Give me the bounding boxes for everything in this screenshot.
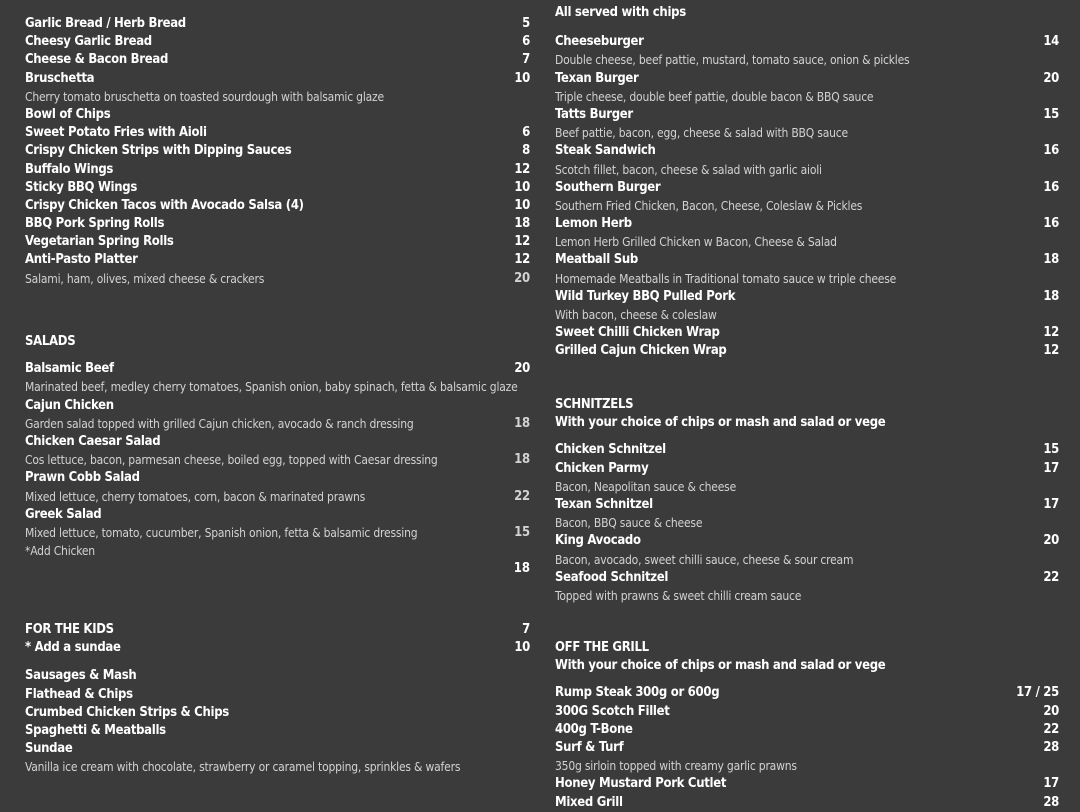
item-name: Crumbed Chicken Strips & Chips bbox=[25, 704, 229, 720]
item-price: 22 bbox=[1043, 721, 1059, 737]
item-name: Vegetarian Spring Rolls bbox=[25, 234, 174, 250]
menu-item-row bbox=[555, 324, 1059, 342]
item-price: 12 bbox=[514, 252, 530, 268]
item-description: Bacon, BBQ sauce & cheese bbox=[555, 516, 703, 531]
item-name: Balsamic Beef bbox=[25, 361, 114, 377]
item-description-row bbox=[555, 161, 1059, 179]
item-name: King Avocado bbox=[555, 533, 641, 549]
item-description: Garden salad topped with grilled Cajun chicken, avocado & ranch dressing bbox=[25, 416, 414, 431]
salads-section bbox=[25, 333, 530, 578]
menu-item-row bbox=[25, 215, 530, 233]
item-name: Lemon Herb bbox=[555, 216, 632, 232]
grill-section bbox=[555, 639, 1059, 812]
menu-item-row bbox=[555, 460, 1059, 478]
item-price: 22 bbox=[1043, 569, 1059, 585]
menu-item-row bbox=[555, 179, 1059, 197]
item-price: 17 bbox=[1043, 460, 1059, 476]
item-price: 10 bbox=[514, 70, 530, 86]
item-price: 14 bbox=[1043, 34, 1059, 50]
item-name: Buffalo Wings bbox=[25, 161, 114, 177]
menu-item-row bbox=[555, 496, 1059, 514]
item-description-row bbox=[555, 306, 1059, 324]
menu-item-row bbox=[25, 179, 530, 197]
item-price: 10 bbox=[514, 179, 530, 195]
item-price: 18 bbox=[514, 452, 530, 468]
item-description-row bbox=[555, 270, 1059, 288]
item-price: 15 bbox=[1043, 442, 1059, 458]
item-name: BBQ Pork Spring Rolls bbox=[25, 216, 165, 232]
item-name: Sausages & Mash bbox=[25, 668, 137, 684]
item-name: Grilled Cajun Chicken Wrap bbox=[555, 343, 727, 359]
item-name: Chicken Caesar Salad bbox=[25, 433, 161, 449]
item-price: 20 bbox=[1043, 703, 1059, 719]
item-price: 6 bbox=[522, 125, 530, 141]
menu-item-row bbox=[555, 532, 1059, 550]
item-name: Prawn Cobb Salad bbox=[25, 470, 140, 486]
menu-item-row bbox=[555, 215, 1059, 233]
item-description: Double cheese, beef pattie, mustard, tomato sauce, onion & pickles bbox=[555, 53, 910, 68]
item-name: Chicken Schnitzel bbox=[555, 442, 666, 458]
burgers-section bbox=[555, 4, 1059, 361]
menu-item-row bbox=[555, 721, 1059, 739]
item-name: Meatball Sub bbox=[555, 252, 638, 268]
item-description: Bacon, avocado, sweet chilli sauce, cheese & sour cream bbox=[555, 552, 854, 567]
item-description: With bacon, cheese & coleslaw bbox=[555, 308, 717, 322]
item-description: Southern Fried Chicken, Bacon, Cheese, Coleslaw & Pickles bbox=[555, 198, 863, 213]
item-name: Texan Schnitzel bbox=[555, 496, 653, 512]
item-description: Cherry tomato bruschetta on toasted sourdough with balsamic glaze bbox=[25, 89, 384, 104]
item-description-row bbox=[25, 270, 530, 288]
item-name: Bowl of Chips bbox=[25, 106, 111, 122]
item-description-row bbox=[555, 88, 1059, 106]
item-price: 18 bbox=[1043, 288, 1059, 304]
item-price: 20 bbox=[1043, 533, 1059, 549]
entrees-section bbox=[25, 15, 530, 288]
menu-item-row bbox=[555, 794, 1059, 812]
item-price: 16 bbox=[1043, 216, 1059, 232]
menu-item-row bbox=[25, 70, 530, 88]
item-price: 12 bbox=[1043, 325, 1059, 341]
item-name: Steak Sandwich bbox=[555, 143, 656, 159]
menu-item-row bbox=[25, 124, 530, 142]
item-price: 17 bbox=[1043, 776, 1059, 792]
item-price: 20 bbox=[514, 270, 530, 286]
sundae-note: * Add a sundae bbox=[25, 640, 121, 656]
section-title: SALADS bbox=[25, 334, 76, 349]
menu-item-row bbox=[25, 397, 530, 415]
item-price: 17 bbox=[1043, 496, 1059, 512]
menu-item-row bbox=[555, 288, 1059, 306]
item-name: Chicken Parmy bbox=[555, 460, 649, 476]
item-description-row bbox=[555, 757, 1059, 775]
item-price: 16 bbox=[1043, 143, 1059, 159]
item-description-row bbox=[555, 197, 1059, 215]
item-name: Cheese & Bacon Bread bbox=[25, 52, 169, 68]
item-description: Cos lettuce, bacon, parmesan cheese, boiled egg, topped with Caesar dressing bbox=[25, 453, 438, 468]
item-name: Cheesy Garlic Bread bbox=[25, 34, 152, 50]
item-price: 18 bbox=[513, 561, 530, 577]
item-name: Anti-Pasto Platter bbox=[25, 252, 138, 268]
item-price: 10 bbox=[514, 197, 530, 213]
item-price: 7 bbox=[522, 52, 530, 68]
item-name: Flathead & Chips bbox=[25, 686, 133, 702]
section-subtitle: All served with chips bbox=[555, 5, 686, 20]
add-chicken-note: *Add Chicken bbox=[25, 544, 95, 559]
item-description-row bbox=[555, 478, 1059, 496]
section-subtitle: With your choice of chips or mash and salad or vege bbox=[555, 658, 886, 674]
item-description: Scotch fillet, bacon, cheese & salad with garlic aioli bbox=[555, 162, 822, 177]
item-name: Sweet Chilli Chicken Wrap bbox=[555, 325, 720, 341]
menu-item-row bbox=[555, 569, 1059, 587]
item-price: 15 bbox=[1043, 106, 1059, 122]
menu-item-row bbox=[25, 506, 530, 524]
item-description: Vanilla ice cream with chocolate, strawberry or caramel topping, sprinkles & wafers bbox=[25, 760, 461, 775]
item-name: Sweet Potato Fries with Aioli bbox=[25, 125, 207, 141]
section-title: SCHNITZELS bbox=[555, 397, 634, 412]
item-description-row bbox=[25, 415, 530, 433]
menu-item-row bbox=[25, 469, 530, 487]
item-price: 20 bbox=[514, 361, 530, 377]
item-description-row bbox=[555, 124, 1059, 142]
menu-item-row bbox=[25, 142, 530, 160]
item-description: Bacon, Neapolitan sauce & cheese bbox=[555, 479, 737, 494]
item-description-row bbox=[555, 551, 1059, 569]
item-price: 12 bbox=[514, 161, 530, 177]
item-name: Southern Burger bbox=[555, 179, 661, 195]
menu-item-row bbox=[555, 251, 1059, 269]
section-title-row bbox=[25, 621, 530, 639]
menu-item-row bbox=[25, 197, 530, 215]
item-name: Greek Salad bbox=[25, 506, 102, 522]
item-description: Mixed lettuce, cherry tomatoes, corn, bacon & marinated prawns bbox=[25, 489, 366, 504]
item-name: Spaghetti & Meatballs bbox=[25, 722, 166, 738]
item-description-row bbox=[555, 514, 1059, 532]
item-price: 18 bbox=[514, 415, 530, 431]
schnitzels-section bbox=[555, 396, 1059, 605]
add-chicken-price-row bbox=[25, 560, 530, 578]
menu-item-row bbox=[25, 161, 530, 179]
item-description: Beef pattie, bacon, egg, cheese & salad with BBQ sauce bbox=[555, 126, 848, 141]
item-price: 8 bbox=[522, 143, 530, 159]
menu-item-row bbox=[25, 15, 530, 33]
menu-item-row bbox=[25, 233, 530, 251]
item-price: 18 bbox=[514, 216, 530, 232]
item-name: Bruschetta bbox=[25, 70, 95, 86]
section-title: FOR THE KIDS bbox=[25, 622, 114, 637]
menu-item-row bbox=[555, 775, 1059, 793]
menu-item-row bbox=[25, 51, 530, 69]
item-description: Triple cheese, double beef pattie, double bacon & BBQ sauce bbox=[555, 89, 874, 104]
item-price: 12 bbox=[1043, 343, 1059, 359]
item-description: Topped with prawns & sweet chilli cream sauce bbox=[555, 588, 802, 603]
menu-item-row bbox=[555, 739, 1059, 757]
item-price: 15 bbox=[514, 524, 530, 540]
item-name: Seafood Schnitzel bbox=[555, 569, 669, 585]
menu-item-row bbox=[555, 441, 1059, 459]
item-price: 5 bbox=[522, 16, 530, 31]
menu-item-row bbox=[555, 342, 1059, 360]
item-price: 20 bbox=[1043, 70, 1059, 86]
sundae-note-row bbox=[25, 639, 530, 657]
item-description: Marinated beef, medley cherry tomatoes, Spanish onion, baby spinach, fetta & balsamic glaze bbox=[25, 380, 518, 395]
item-name: Honey Mustard Pork Cutlet bbox=[555, 776, 727, 792]
menu-item-row bbox=[555, 106, 1059, 124]
item-name: Sticky BBQ Wings bbox=[25, 179, 138, 195]
menu-item-row bbox=[25, 686, 530, 704]
item-name: Wild Turkey BBQ Pulled Pork bbox=[555, 288, 736, 304]
item-name: Cajun Chicken bbox=[25, 397, 114, 413]
menu-item-row bbox=[555, 684, 1059, 702]
item-name: Texan Burger bbox=[555, 70, 639, 86]
menu-item-row bbox=[555, 33, 1059, 51]
item-name: Crispy Chicken Tacos with Avocado Salsa (4) bbox=[25, 197, 304, 213]
menu-item-row bbox=[25, 33, 530, 51]
item-description-row bbox=[555, 51, 1059, 69]
menu-item-row bbox=[25, 106, 530, 124]
item-description: Homemade Meatballs in Traditional tomato sauce w triple cheese bbox=[555, 271, 897, 286]
menu-item-row bbox=[555, 70, 1059, 88]
item-price: 22 bbox=[514, 488, 530, 504]
item-name: 300G Scotch Fillet bbox=[555, 703, 670, 719]
item-description: Lemon Herb Grilled Chicken w Bacon, Cheese & Salad bbox=[555, 235, 837, 250]
item-price: 18 bbox=[1043, 252, 1059, 268]
item-price: 6 bbox=[522, 34, 530, 50]
item-name: Garlic Bread / Herb Bread bbox=[25, 16, 186, 31]
item-price: 16 bbox=[1043, 179, 1059, 195]
section-subtitle: With your choice of chips or mash and salad or vege bbox=[555, 415, 886, 431]
item-description-row bbox=[555, 233, 1059, 251]
item-name: 400g T-Bone bbox=[555, 721, 633, 737]
item-name: Sundae bbox=[25, 741, 73, 757]
item-price: 10 bbox=[514, 640, 530, 656]
menu-item-row bbox=[25, 360, 530, 378]
item-description-row bbox=[25, 488, 530, 506]
menu-item-row bbox=[25, 433, 530, 451]
item-description: 350g sirloin topped with creamy garlic prawns bbox=[555, 759, 797, 774]
item-name: Surf & Turf bbox=[555, 739, 624, 755]
menu-item-row bbox=[555, 142, 1059, 160]
item-description-row bbox=[25, 524, 530, 542]
menu-item-row bbox=[25, 251, 530, 269]
item-description-row bbox=[555, 587, 1059, 605]
menu-item-row bbox=[25, 722, 530, 740]
item-name: Mixed Grill bbox=[555, 794, 623, 810]
item-description: Mixed lettuce, tomato, cucumber, Spanish onion, fetta & balsamic dressing bbox=[25, 525, 418, 540]
item-price: 28 bbox=[1043, 739, 1059, 755]
item-price: 12 bbox=[514, 234, 530, 250]
kids-section bbox=[25, 621, 530, 777]
item-name: Rump Steak 300g or 600g bbox=[555, 685, 720, 701]
menu-item-row bbox=[555, 703, 1059, 721]
item-price: 7 bbox=[522, 622, 530, 637]
item-description-row bbox=[25, 378, 530, 396]
menu-item-row bbox=[25, 667, 530, 685]
menu-item-row bbox=[25, 740, 530, 758]
item-name: Crispy Chicken Strips with Dipping Sauces bbox=[25, 143, 292, 159]
item-description-row bbox=[25, 451, 530, 469]
item-price: 28 bbox=[1043, 794, 1059, 810]
section-title: OFF THE GRILL bbox=[555, 640, 649, 655]
item-description-row bbox=[25, 758, 530, 776]
item-description: Salami, ham, olives, mixed cheese & crackers bbox=[25, 271, 265, 286]
item-name: Tatts Burger bbox=[555, 106, 633, 122]
item-description-row bbox=[25, 88, 530, 106]
item-name: Cheeseburger bbox=[555, 34, 644, 50]
item-price: 17 / 25 bbox=[1016, 685, 1059, 701]
menu-item-row bbox=[25, 704, 530, 722]
